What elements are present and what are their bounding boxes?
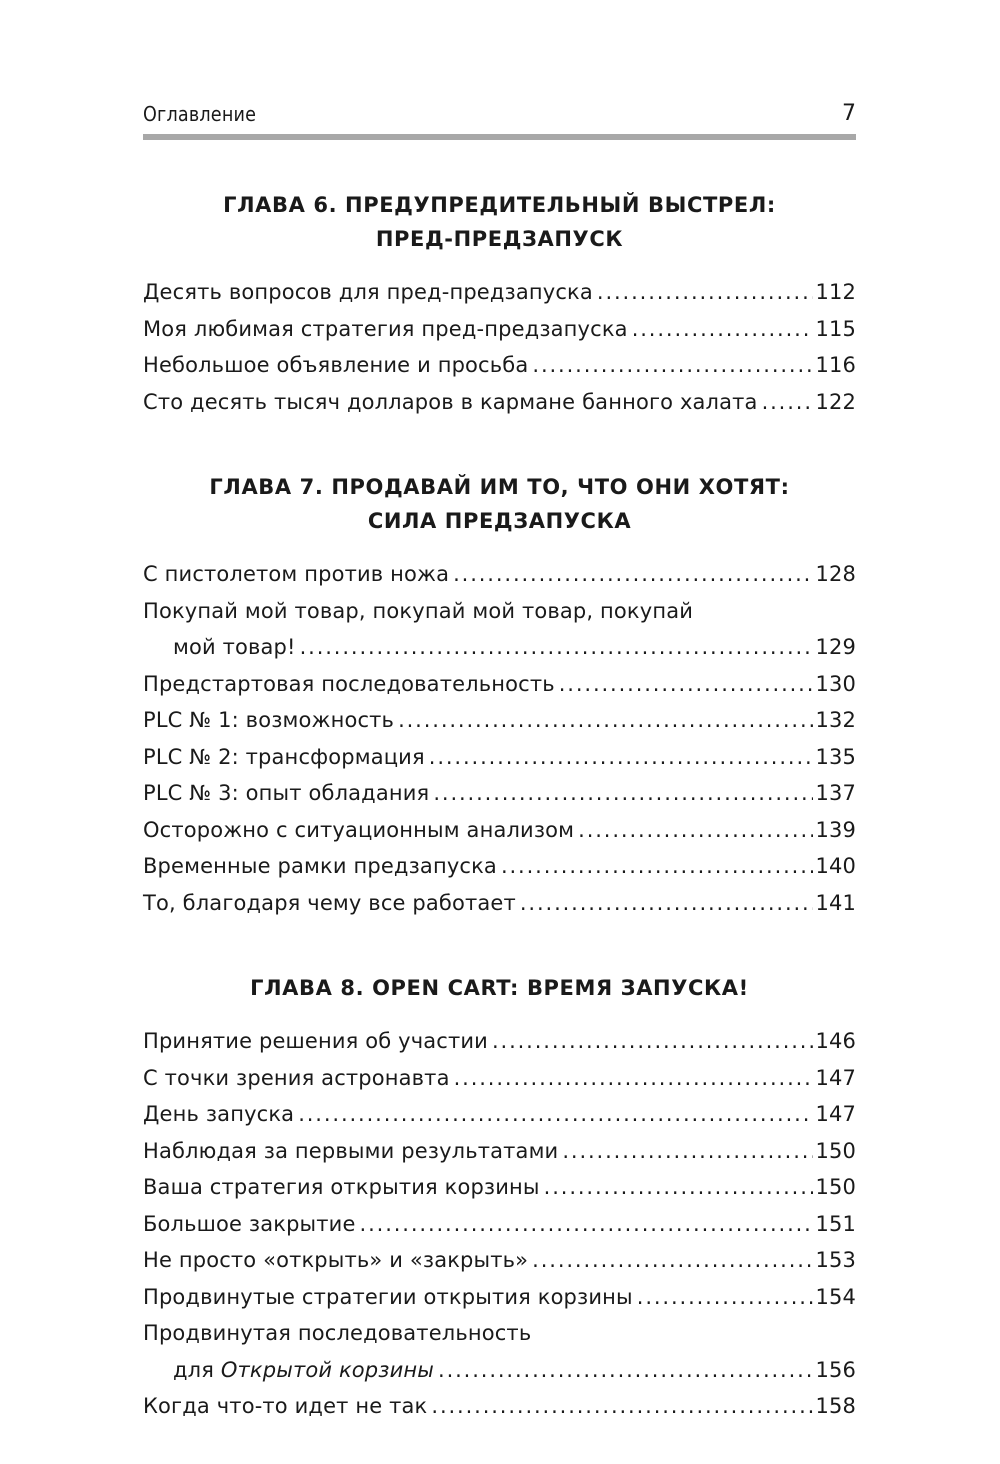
entry-page: 128 (815, 562, 856, 586)
dot-leader (544, 1169, 814, 1206)
entry-title: То, благодаря чему все работает (143, 890, 516, 915)
dot-leader (431, 1388, 813, 1425)
toc-entry[interactable] (143, 812, 856, 849)
entry-title: PLC № 3: опыт обладания (143, 781, 430, 805)
dot-leader (578, 812, 813, 849)
toc-entry[interactable] (143, 1279, 856, 1316)
entry-title: Десять вопросов для пред-предзапуска (143, 280, 593, 304)
toc-entry[interactable] (143, 1096, 856, 1133)
entry-title (173, 1352, 434, 1389)
dot-leader (632, 311, 814, 348)
toc-entry[interactable] (143, 1133, 856, 1170)
chapter-heading-line: СИЛА ПРЕДЗАПУСКА (367, 509, 632, 533)
toc-entry[interactable] (143, 666, 856, 703)
entry-title: С точки зрения астронавта (143, 1065, 450, 1090)
dot-leader (454, 1060, 814, 1097)
chapter-heading-line: ГЛАВА 8. OPEN CART: ВРЕМЯ ЗАПУСКА! (250, 976, 749, 1000)
entry-title: Продвинутые стратегии открытия корзины (143, 1284, 633, 1309)
chapter-heading-line: ГЛАВА 6. ПРЕДУПРЕДИТЕЛЬНЫЙ ВЫСТРЕЛ: (223, 193, 776, 217)
entry-page: 158 (815, 1394, 856, 1418)
entry-title-plain: для (173, 1357, 221, 1382)
entry-title: PLC № 1: возможность (143, 708, 395, 732)
entry-title: Принятие решения об участии (143, 1029, 488, 1053)
entry-title: Большое закрытие (143, 1211, 356, 1236)
entry-page: 140 (815, 854, 856, 878)
entry-page: 147 (815, 1065, 856, 1090)
entry-page: 116 (815, 353, 856, 377)
entry-page: 112 (815, 280, 856, 304)
entry-page: 153 (815, 1248, 856, 1272)
entry-page: 150 (815, 1175, 856, 1199)
dot-leader (520, 885, 814, 922)
entry-page: 122 (815, 389, 856, 414)
chapter-7-entries (143, 556, 856, 921)
entry-title: Моя любимая стратегия пред-предзапуска (143, 316, 628, 341)
toc-entry[interactable] (143, 311, 856, 348)
chapter-8-entries (143, 1023, 856, 1425)
dot-leader (298, 1096, 813, 1133)
dot-leader (429, 739, 814, 776)
toc-entry[interactable] (143, 274, 856, 311)
entry-page: 154 (815, 1284, 856, 1309)
toc-entry[interactable] (143, 347, 856, 384)
chapter-heading-line: ПРЕД-ПРЕДЗАПУСК (375, 227, 624, 251)
chapter-6-entries (143, 274, 856, 420)
dot-leader (532, 1242, 813, 1279)
entry-title: День запуска (143, 1102, 295, 1126)
entry-title: Небольшое объявление и просьба (143, 353, 529, 377)
entry-title: Осторожно с ситуационным анализом (143, 817, 575, 842)
toc-entry[interactable] (143, 1060, 856, 1097)
entry-page: 146 (815, 1029, 856, 1053)
toc-entry[interactable] (143, 1315, 856, 1388)
dot-leader (492, 1023, 813, 1060)
entry-page: 147 (815, 1102, 856, 1126)
dot-leader (398, 702, 813, 739)
dot-leader (438, 1352, 813, 1389)
chapter-8-heading (143, 971, 856, 1005)
entry-page: 129 (815, 635, 856, 659)
entry-page: 135 (815, 744, 856, 769)
entry-title: Предстартовая последовательность (143, 671, 555, 696)
dot-leader (501, 848, 814, 885)
dot-leader (453, 556, 813, 593)
toc-entry[interactable] (143, 885, 856, 922)
entry-page: 141 (815, 890, 856, 915)
entry-page: 151 (815, 1211, 856, 1236)
dot-leader (559, 666, 814, 703)
chapter-6-heading (143, 188, 856, 256)
entry-title-italic: Открытой корзины (220, 1357, 435, 1382)
entry-title: С пистолетом против ножа (143, 562, 450, 586)
entry-title-first-line: Продвинутая последовательность (143, 1321, 532, 1345)
dot-leader (762, 384, 814, 421)
header-rule (143, 134, 856, 140)
toc-entry[interactable] (143, 1242, 856, 1279)
running-head (143, 96, 856, 126)
toc-page (143, 96, 856, 1425)
entry-title: Ваша стратегия открытия корзины (143, 1175, 540, 1199)
dot-leader (300, 629, 814, 666)
toc-entry[interactable] (143, 1388, 856, 1425)
toc-entry[interactable] (143, 1023, 856, 1060)
entry-title-first-line: Покупай мой товар, покупай мой товар, покупай (143, 598, 694, 623)
entry-title: Когда что-то идет не так (143, 1394, 428, 1418)
dot-leader (360, 1206, 814, 1243)
page-number: 7 (842, 101, 856, 126)
toc-entry[interactable] (143, 1206, 856, 1243)
entry-page: 139 (815, 817, 856, 842)
entry-title: PLC № 2: трансформация (143, 744, 425, 769)
entry-title: Не просто «открыть» и «закрыть» (143, 1248, 529, 1272)
dot-leader (532, 347, 813, 384)
toc-entry[interactable] (143, 739, 856, 776)
dot-leader (562, 1133, 813, 1170)
entry-page: 156 (815, 1357, 856, 1382)
dot-leader (433, 775, 813, 812)
entry-title: мой товар! (173, 635, 296, 659)
entry-title: Наблюдая за первыми результатами (143, 1138, 559, 1163)
toc-entry[interactable] (143, 556, 856, 593)
toc-entry[interactable] (143, 775, 856, 812)
entry-page: 150 (815, 1138, 856, 1163)
toc-entry[interactable] (143, 384, 856, 421)
dot-leader (637, 1279, 814, 1316)
entry-page: 115 (815, 316, 856, 341)
entry-page: 132 (815, 708, 856, 732)
chapter-7-heading (143, 470, 856, 538)
dot-leader (597, 274, 814, 311)
toc-entry[interactable] (143, 1169, 856, 1206)
chapter-heading-line: ГЛАВА 7. ПРОДАВАЙ ИМ ТО, ЧТО ОНИ ХОТЯТ: (209, 475, 790, 499)
running-head-title: Оглавление (143, 102, 257, 126)
entry-page: 137 (815, 781, 856, 805)
toc-entry[interactable] (143, 593, 856, 666)
entry-title: Временные рамки предзапуска (143, 854, 497, 878)
entry-page: 130 (815, 671, 856, 696)
toc-entry[interactable] (143, 702, 856, 739)
entry-title: Сто десять тысяч долларов в кармане банного халата (143, 389, 758, 414)
toc-entry[interactable] (143, 848, 856, 885)
